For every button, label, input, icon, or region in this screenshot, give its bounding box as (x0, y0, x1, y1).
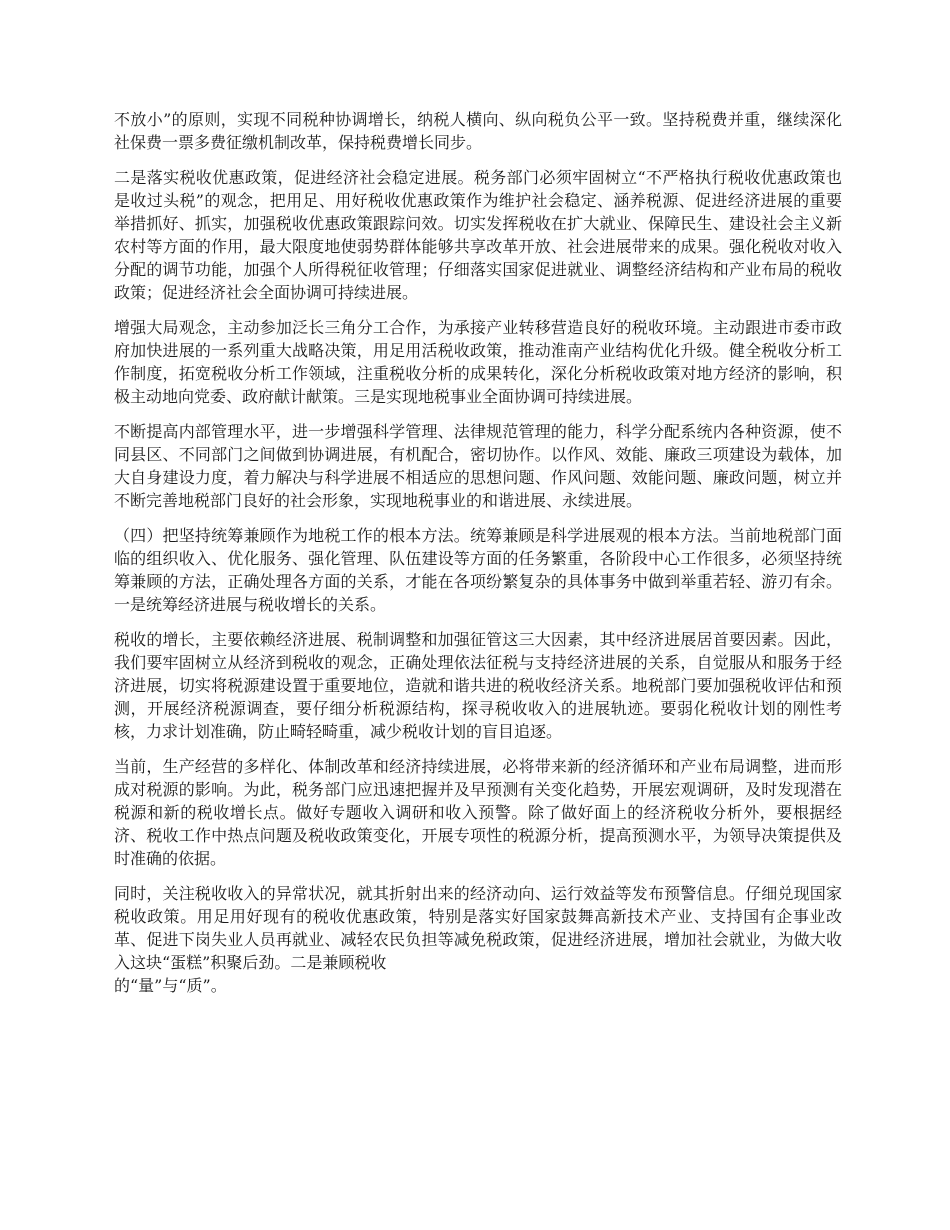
paragraph-8: 同时，关注税收收入的异常状况，就其折射出来的经济动向、运行效益等发布预警信息。仔细兑现国家税收政策。用足用好现有的税收优惠政策，特别是落实好国家鼓舞高新技术产业、支持国有企事业改革、促进下岗失业人员再就业、减轻农民负担等减免税政策，促进经济进展，增加社会就业，为做大收入这块“蛋糕”积聚后劲。二是兼顾税收 的“量”与“质”。 (114, 884, 842, 995)
paragraph-5: （四）把坚持统筹兼顾作为地税工作的根本方法。统筹兼顾是科学进展观的根本方法。当前地税部门面临的组织收入、优化服务、强化管理、队伍建设等方面的任务繁重，各阶段中心工作很多，必须坚持统筹兼顾的方法，正确处理各方面的关系，才能在各项纷繁复杂的具体事务中做到举重若轻、游刃有余。一是统筹经济进展与税收增长的关系。 (114, 526, 842, 614)
paragraph-6: 税收的增长，主要依赖经济进展、税制调整和加强征管这三大因素，其中经济进展居首要因素。因此，我们要牢固树立从经济到税收的观念，正确处理依法征税与支持经济进展的关系，自觉服从和服务于经济进展，切实将税源建设置于重要地位，造就和谐共进的税收经济关系。地税部门要加强税收评估和预测，开展经济税源调查，要仔细分析税源结构，探寻税收收入的进展轨迹。要弱化税收计划的刚性考核，力求计划准确，防止畸轻畸重，减少税收计划的盲目追逐。 (114, 630, 842, 741)
paragraph-2: 二是落实税收优惠政策，促进经济社会稳定进展。税务部门必须牢固树立“不严格执行税收优惠政策也是收过头税”的观念，把用足、用好税收优惠政策作为维护社会稳定、涵养税源、促进经济进展的重要举措抓好、抓实，加强税收优惠政策跟踪问效。切实发挥税收在扩大就业、保障民生、建设社会主义新农村等方面的作用，最大限度地使弱势群体能够共享改革开放、社会进展带来的成果。强化税收对收入分配的调节功能，加强个人所得税征收管理；仔细落实国家促进就业、调整经济结构和产业布局的税收政策；促进经济社会全面协调可持续进展。 (114, 168, 842, 302)
paragraph-3: 增强大局观念，主动参加泛长三角分工合作，为承接产业转移营造良好的税收环境。主动跟进市委市政府加快进展的一系列重大战略决策，用足用活税收政策，推动淮南产业结构优化升级。健全税收分析工作制度，拓宽税收分析工作领域，注重税收分析的成果转化，深化分析税收政策对地方经济的影响，积极主动地向党委、政府献计献策。三是实现地税事业全面协调可持续进展。 (114, 318, 842, 406)
paragraph-7: 当前，生产经营的多样化、体制改革和经济持续进展，必将带来新的经济循环和产业布局调整，进而形成对税源的影响。为此，税务部门应迅速把握并及早预测有关变化趋势，开展宏观调研，及时发现潜在税源和新的税收增长点。做好专题收入调研和收入预警。除了做好面上的经济税收分析外，要根据经济、税收工作中热点问题及税收政策变化，开展专项性的税源分析，提高预测水平，为领导决策提供及时准确的依据。 (114, 757, 842, 868)
paragraph-1: 不放小”的原则，实现不同税种协调增长，纳税人横向、纵向税负公平一致。坚持税费并重，继续深化社保费一票多费征缴机制改革，保持税费增长同步。 (114, 110, 842, 152)
paragraph-4: 不断提高内部管理水平，进一步增强科学管理、法律规范管理的能力，科学分配系统内各种资源，使不同县区、不同部门之间做到协调进展，有机配合，密切协作。以作风、效能、廉政三项建设为载体，加大自身建设力度，着力解决与科学进展不相适应的思想问题、作风问题、效能问题、廉政问题，树立并不断完善地税部门良好的社会形象，实现地税事业的和谐进展、永续进展。 (114, 422, 842, 510)
document-body (114, 108, 842, 1009)
